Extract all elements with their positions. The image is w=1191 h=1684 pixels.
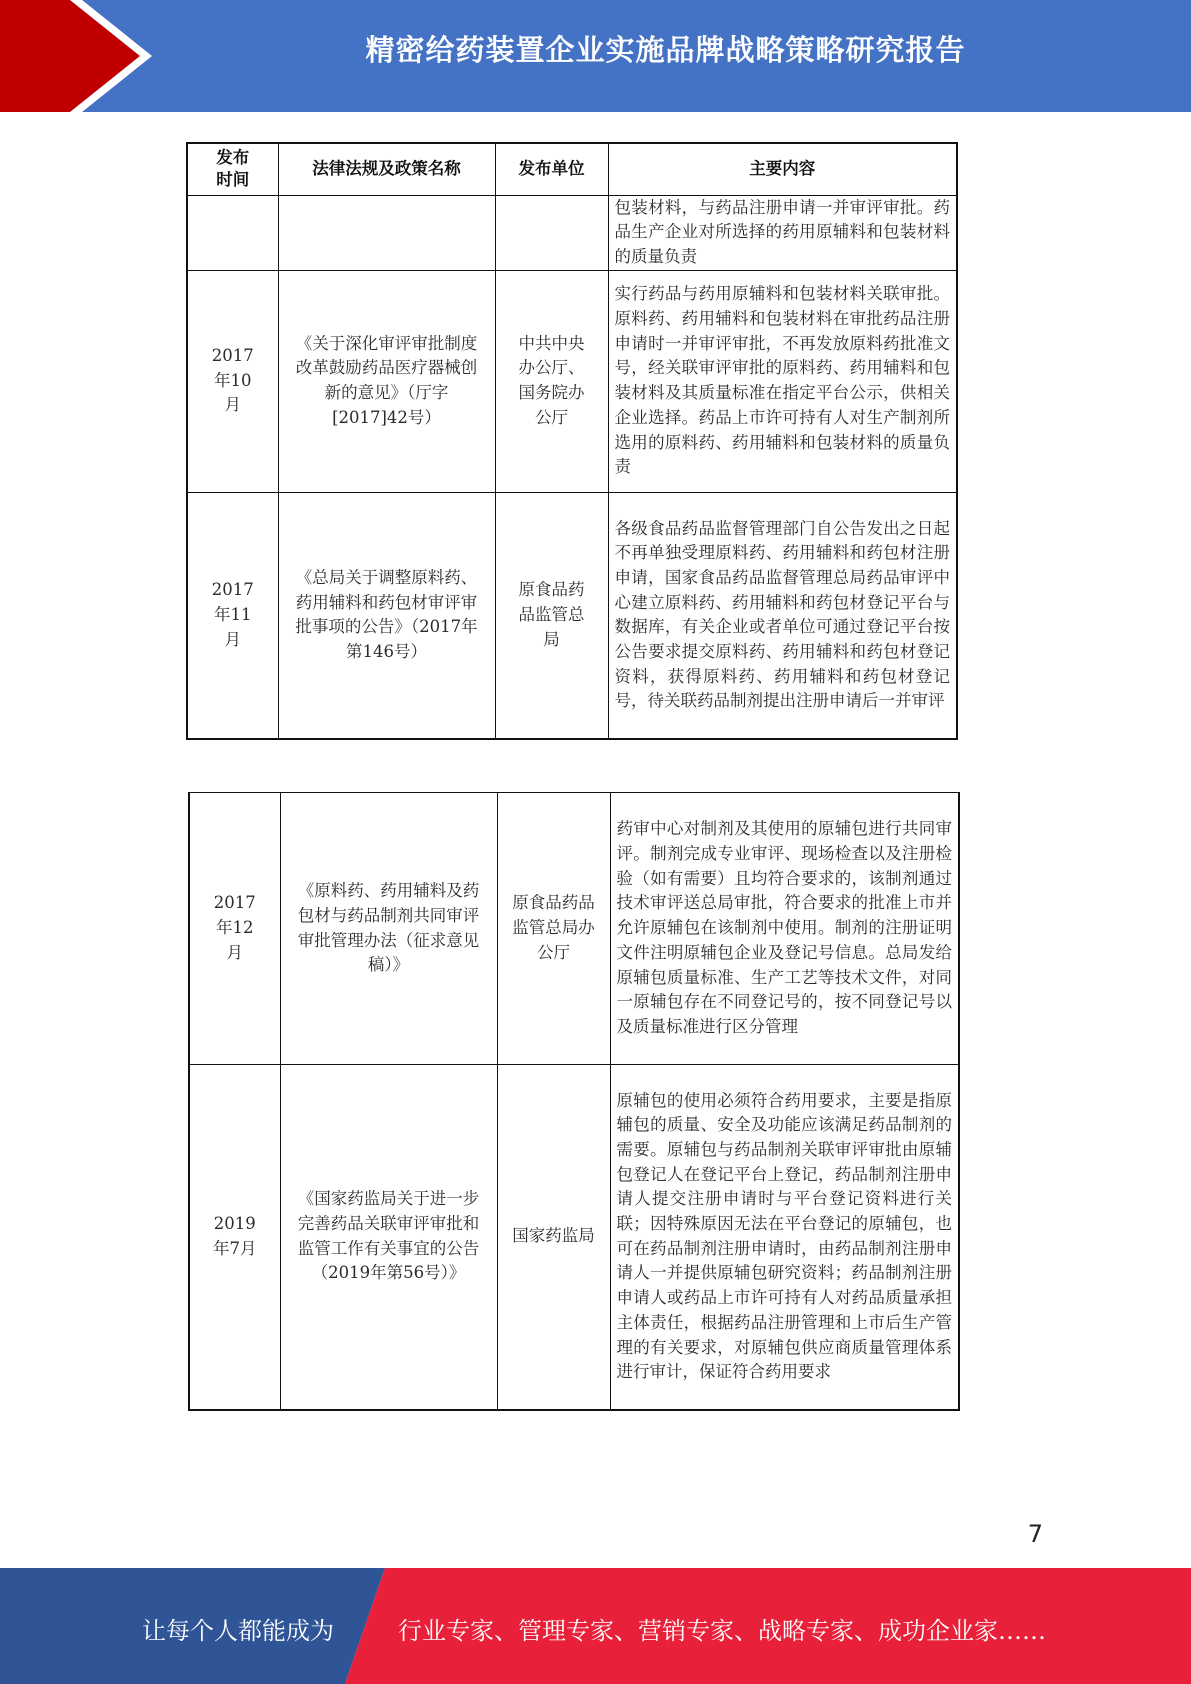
cell-time: 2017年11月 — [187, 492, 278, 739]
cell-time: 2017年10月 — [187, 270, 278, 492]
policy-table-2 — [188, 792, 960, 1411]
page-number: 7 — [1027, 1520, 1043, 1548]
cell-content: 包装材料，与药品注册申请一并审评审批。药品生产企业对所选择的药用原辅料和包装材料的质量负责 — [608, 195, 957, 270]
header-time: 发布时间 — [187, 143, 278, 195]
header-unit: 发布单位 — [495, 143, 608, 195]
cell-unit: 中共中央办公厅、国务院办公厅 — [495, 270, 608, 492]
table-row — [189, 1065, 959, 1410]
table-row — [189, 793, 959, 1065]
cell-unit: 原食品药品监管总局 — [495, 492, 608, 739]
table-row — [187, 270, 957, 492]
cell-content: 各级食品药品监督管理部门自公告发出之日起不再单独受理原料药、药用辅料和药包材注册申请，国家食品药品监督管理总局药品审评中心建立原料药、药用辅料和药包材登记平台与数据库，有关企业或者单位可通过登记平台按公告要求提交原料药、药用辅料和药包材登记资料，获得原料药、药用辅料和药包材登记号，待关联药品制剂提出注册申请后一并审评 — [608, 492, 957, 739]
cell-time: 2017年12月 — [189, 793, 280, 1065]
cell-time — [187, 195, 278, 270]
report-title: 精密给药装置企业实施品牌战略策略研究报告 — [365, 33, 966, 67]
table-header-row — [187, 143, 957, 195]
cell-name — [278, 195, 495, 270]
cell-name: 《总局关于调整原料药、药用辅料和药包材审评审批事项的公告》（2017年第146号） — [278, 492, 495, 739]
cell-unit: 原食品药品监管总局办公厅 — [497, 793, 610, 1065]
policy-table-1 — [186, 142, 958, 740]
cell-name: 《原料药、药用辅料及药包材与药品制剂共同审评审批管理办法（征求意见稿）》 — [280, 793, 497, 1065]
cell-content: 药审中心对制剂及其使用的原辅包进行共同审评。制剂完成专业审评、现场检查以及注册检验（如有需要）且均符合要求的，该制剂通过技术审评送总局审批，符合要求的批准上市并允许原辅包在该制剂中使用。制剂的注册证明文件注明原辅包企业及登记号信息。总局发给原辅包质量标准、生产工艺等技术文件，对同一原辅包存在不同登记号的，按不同登记号以及质量标准进行区分管理 — [610, 793, 959, 1065]
table-row — [187, 492, 957, 739]
header-arrow-graphic — [0, 0, 160, 112]
cell-content: 原辅包的使用必须符合药用要求，主要是指原辅包的质量、安全及功能应该满足药品制剂的需要。原辅包与药品制剂关联审评审批由原辅包登记人在登记平台上登记，药品制剂注册申请人提交注册申请时与平台登记资料进行关联；因特殊原因无法在平台登记的原辅包，也可在药品制剂注册申请时，由药品制剂注册申请人一并提供原辅包研究资料；药品制剂注册申请人或药品上市许可持有人对药品质量承担主体责任，根据药品注册管理和上市后生产管理的有关要求，对原辅包供应商质量管理体系进行审计，保证符合药用要求 — [610, 1065, 959, 1410]
cell-unit: 国家药监局 — [497, 1065, 610, 1410]
footer-slogan-right: 行业专家、管理专家、营销专家、战略专家、成功企业家…… — [398, 1617, 1046, 1645]
cell-time: 2019年7月 — [189, 1065, 280, 1410]
cell-unit — [495, 195, 608, 270]
header-name: 法律法规及政策名称 — [278, 143, 495, 195]
cell-name: 《关于深化审评审批制度改革鼓励药品医疗器械创新的意见》（厅字[2017]42号） — [278, 270, 495, 492]
cell-content: 实行药品与药用原辅料和包装材料关联审批。原料药、药用辅料和包装材料在审批药品注册申请时一并审评审批，不再发放原料药批准文号，经关联审评审批的原料药、药用辅料和包装材料及其质量标准在指定平台公示，供相关企业选择。药品上市许可持有人对生产制剂所选用的原料药、药用辅料和包装材料的质量负责 — [608, 270, 957, 492]
header-content: 主要内容 — [608, 143, 957, 195]
cell-name: 《国家药监局关于进一步完善药品关联审评审批和监管工作有关事宜的公告（2019年第56号）》 — [280, 1065, 497, 1410]
table-row — [187, 195, 957, 270]
header-band — [0, 0, 1191, 112]
footer-slogan-left: 让每个人都能成为 — [142, 1617, 334, 1645]
